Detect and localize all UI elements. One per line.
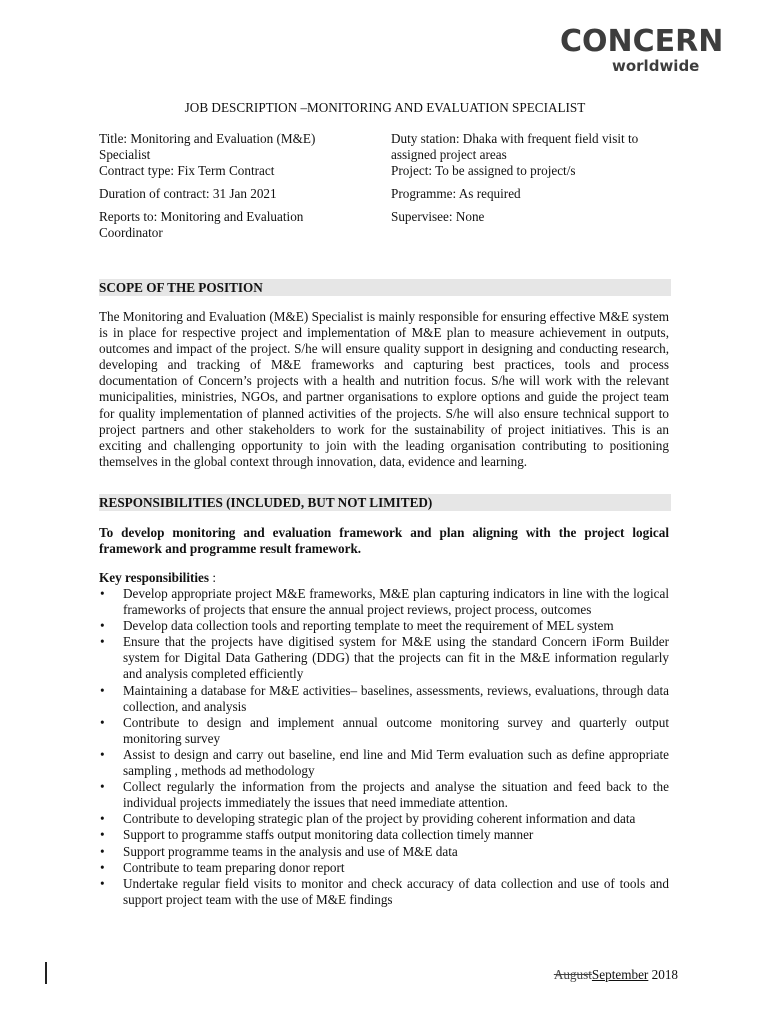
scope-paragraph: The Monitoring and Evaluation (M&E) Specialist is mainly responsible for ensuring effective M&E system is in place for respective project and implementation of M&E plan to measure achievement in outputs, outcomes and impact of the project. S/he will ensure quality support in designing and conducting research, developing and tracking of M&E frameworks and capturing best practices, tools and process documentation of Concern’s projects with a health and nutrition focus. S/he will work with the relevant municipalities, ministries, NGOs, and partner organisations to explore options and guide the project team for quality implementation of planned activities of the projects. S/he will also ensure technical support to project partners and other stakeholders to work for the sustainability of project initiatives. This is an exciting and challenging opportunity to join with the leading organisation contributing to positioning themselves in the global context through innovation, data, evidence and learning. [99, 309, 669, 469]
meta-title-block [99, 131, 369, 179]
list-item-text: Contribute to design and implement annual outcome monitoring survey and quarterly output monitoring survey [123, 714, 669, 746]
list-item-text: Support programme teams in the analysis and use of M&E data [123, 843, 458, 859]
bullet-icon: • [100, 682, 105, 698]
meta-reports-block [99, 209, 369, 241]
meta-duration: Duration of contract: 31 Jan 2021 [99, 186, 277, 201]
list-item [99, 683, 669, 715]
list-item [99, 811, 669, 827]
responsibilities-subheading: To develop monitoring and evaluation framework and plan aligning with the project logical framework and programme result framework. [99, 525, 669, 557]
meta-programme: Programme: As required [391, 186, 521, 201]
list-item [99, 844, 669, 860]
responsibilities-heading: RESPONSIBILITIES (INCLUDED, BUT NOT LIMITED) [99, 494, 671, 511]
list-item-text: Support to programme staffs output monitoring data collection timely manner [123, 827, 534, 843]
responsibilities-list [99, 586, 669, 908]
bullet-icon: • [100, 714, 105, 730]
meta-contract-type: Contract type: Fix Term Contract [99, 163, 275, 178]
meta-duty-block [391, 131, 671, 179]
list-item [99, 586, 669, 618]
list-item-text: Assist to design and carry out baseline, end line and Mid Term evaluation such as define appropriate sampling , methods ad methodology [123, 746, 669, 779]
list-item [99, 827, 669, 843]
bullet-icon: • [100, 875, 105, 891]
list-item-text: Contribute to developing strategic plan of the project by providing coherent information and data [123, 811, 636, 827]
bullet-icon: • [100, 779, 105, 795]
meta-reports-line1: Reports to: Monitoring and Evaluation [99, 209, 304, 224]
bullet-icon: • [100, 746, 105, 762]
bullet-icon: • [100, 843, 105, 859]
meta-title-line1: Title: Monitoring and Evaluation (M&E) [99, 131, 316, 146]
meta-duty-line1: Duty station: Dhaka with frequent field visit to [391, 131, 639, 146]
list-item-text: Develop appropriate project M&E frameworks, M&E plan capturing indicators in line with the logical frameworks of projects that ensure the annual project reviews, project process, outcomes [123, 586, 669, 618]
meta-title-line2: Specialist [99, 147, 151, 162]
change-bar [45, 962, 47, 984]
list-item-text: Develop data collection tools and reporting template to meet the requirement of MEL system [123, 618, 614, 634]
meta-duty-line2: assigned project areas [391, 147, 507, 162]
bullet-icon: • [100, 634, 105, 650]
logo-wordmark: CONCERN [560, 24, 724, 59]
meta-project: Project: To be assigned to project/s [391, 163, 576, 178]
list-item-text: Ensure that the projects have digitised system for M&E using the standard Concern iForm Builder system for Digital Data Gathering (DDG) that the projects can fit in the M&E information regularly and analysis completed efficiently [123, 634, 669, 682]
footer-inserted-month: September [591, 967, 649, 982]
list-item-text: Maintaining a database for M&E activities– baselines, assessments, reviews, evaluations, through data collection, and analysis [123, 682, 669, 714]
list-item-text: Collect regularly the information from the projects and analyse the situation and feed back to the individual projects immediately the issues that need immediate attention. [123, 779, 669, 811]
meta-supervisee: Supervisee: None [391, 209, 485, 224]
bullet-icon: • [100, 586, 105, 601]
list-item [99, 860, 669, 876]
list-item [99, 876, 669, 908]
footer-deleted-month: August [553, 967, 592, 982]
footer-date [554, 967, 678, 983]
scope-heading: SCOPE OF THE POSITION [99, 279, 671, 296]
list-item [99, 779, 669, 811]
bullet-icon: • [100, 618, 105, 634]
meta-reports-line2: Coordinator [99, 225, 163, 240]
key-label-suffix: : [209, 570, 216, 585]
key-responsibilities-label [99, 570, 669, 586]
document-title: JOB DESCRIPTION –MONITORING AND EVALUATION SPECIALIST [184, 100, 586, 115]
list-item [99, 634, 669, 682]
list-item [99, 715, 669, 747]
list-item-text: Contribute to team preparing donor report [123, 859, 345, 875]
logo-subtitle: worldwide [612, 57, 700, 75]
list-item [99, 618, 669, 634]
footer-year: 2018 [648, 967, 678, 982]
key-label: Key responsibilities [99, 570, 210, 585]
list-item [99, 747, 669, 779]
bullet-icon: • [100, 859, 105, 875]
bullet-icon: • [100, 827, 105, 843]
list-item-text: Undertake regular field visits to monitor and check accuracy of data collection and use of tools and support project team with the use of M&E findings [123, 875, 669, 907]
concern-worldwide-logo [560, 24, 724, 78]
bullet-icon: • [100, 811, 105, 827]
